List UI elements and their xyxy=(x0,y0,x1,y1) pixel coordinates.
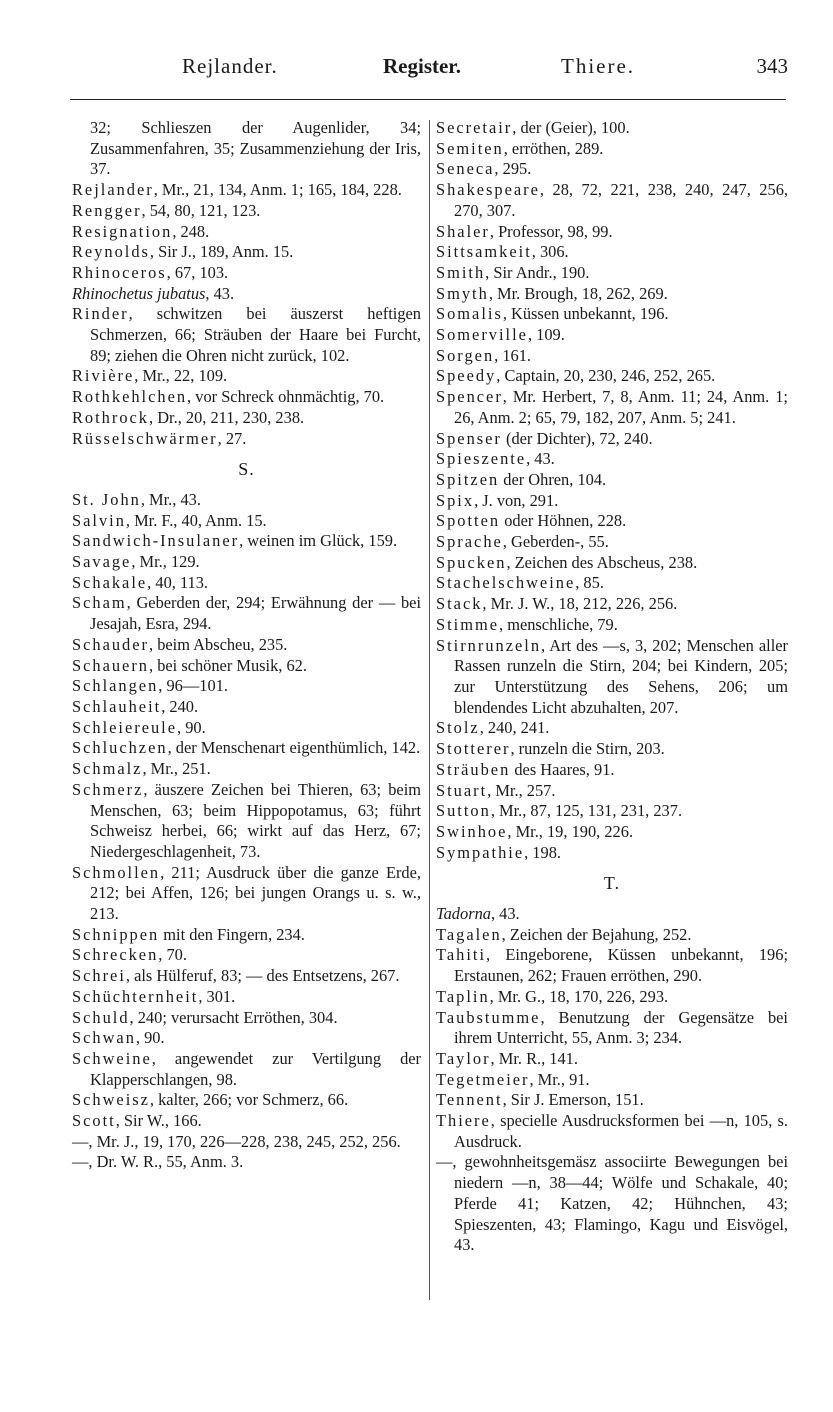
index-entry-text: , Mr. Herbert, 7, 8, Anm. 11; 24, Anm. 1; 26, Anm. 2; 65, 79, 182, 207, Anm. 5; 241. xyxy=(454,387,788,427)
index-entry-head: Schweisz xyxy=(72,1090,150,1110)
index-entry-head: Schauder xyxy=(72,634,149,654)
index-entry xyxy=(436,1008,788,1049)
index-entry-head: Schlangen xyxy=(72,676,159,696)
index-entry xyxy=(72,429,421,450)
index-entry-text: , 211; Ausdruck über die ganze Erde, 212; bei Affen, 126; bei jungen Orangs u. s. w., 213. xyxy=(90,862,421,924)
index-entry-text: , erröthen, 289. xyxy=(503,138,604,158)
index-entry-text: , 54, 80, 121, 123. xyxy=(141,200,261,220)
index-entry xyxy=(72,863,421,925)
index-entry xyxy=(436,532,788,553)
index-entry-head: Taylor xyxy=(436,1048,491,1068)
index-entry-text: , Küssen unbekannt, 196. xyxy=(502,304,669,324)
index-entry-head: Schwan xyxy=(72,1028,136,1048)
index-entry-head: Schlauheit xyxy=(72,696,162,716)
index-entry-head: Somalis xyxy=(436,304,503,324)
index-entry-head: Sorgen xyxy=(436,345,495,365)
index-entry-text: , 40, 113. xyxy=(147,572,209,592)
index-entry xyxy=(72,366,421,387)
index-entry-text: , 43. xyxy=(205,283,235,303)
index-entry-head: Schmalz xyxy=(72,759,143,779)
index-entry-text: —, Dr. W. R., 55, Anm. 3. xyxy=(72,1152,244,1172)
index-entry xyxy=(436,1111,788,1152)
index-entry-text: , Geberden-, 55. xyxy=(502,532,609,552)
index-entry xyxy=(72,573,421,594)
index-entry-text: , 85. xyxy=(575,573,604,593)
index-entry-head: Rothkehlchen xyxy=(72,387,188,407)
index-entry-head: Spieszente xyxy=(436,449,527,469)
index-entry-head: Spitzen xyxy=(436,469,500,489)
index-entry-text: , als Hülferuf, 83; — des Entsetzens, 267. xyxy=(125,966,400,986)
index-entry-text: , schwitzen bei äuszerst heftigen Schmerzen, 66; Sträuben der Haare bei Furcht, 89; ziehen die Ohren nicht zurück, 102. xyxy=(90,304,421,365)
index-entry xyxy=(436,739,788,760)
index-entry-text: , Captain, 20, 230, 246, 252, 265. xyxy=(496,366,716,386)
index-letter-heading: S. xyxy=(238,459,255,480)
index-entry xyxy=(436,615,788,636)
index-entry-head: Schauern xyxy=(72,655,149,675)
index-entry-text: der Ohren, 104. xyxy=(499,469,607,489)
index-entry-head: Reynolds xyxy=(72,242,150,262)
index-entry-head: Speedy xyxy=(436,366,497,386)
index-entry-text: , Zeichen der Bejahung, 252. xyxy=(501,924,692,944)
index-entry xyxy=(436,1090,788,1111)
index-entry xyxy=(72,738,421,759)
column-divider xyxy=(429,120,430,1300)
index-entry-text: , Eingeborene, Küssen unbekannt, 196; Erstaunen, 262; Frauen erröthen, 290. xyxy=(454,945,788,986)
index-entry-text: , Mr., 21, 134, Anm. 1; 165, 184, 228. xyxy=(153,180,402,200)
index-entry-text: , Sir J. Emerson, 151. xyxy=(502,1090,644,1110)
index-entry-head: Rengger xyxy=(72,200,142,220)
index-entry-head: Schrecken xyxy=(72,945,159,965)
index-entry xyxy=(436,553,788,574)
index-entry-text: , Mr., 257. xyxy=(487,780,556,800)
index-entry-text: , Mr. Brough, 18, 262, 269. xyxy=(488,283,668,303)
index-entry xyxy=(436,1152,788,1256)
index-entry-head: Rinder xyxy=(72,304,129,324)
index-entry-head: Sandwich-Insulaner xyxy=(72,531,240,551)
header-rule xyxy=(70,99,786,100)
index-entry xyxy=(436,325,788,346)
index-entry xyxy=(436,987,788,1008)
index-entry xyxy=(436,387,788,428)
index-entry xyxy=(72,759,421,780)
index-entry-text: , kalter, 266; vor Schmerz, 66. xyxy=(149,1090,349,1110)
index-entry-text: , menschliche, 79. xyxy=(499,614,618,634)
index-entry-text: , äuszere Zeichen bei Thieren, 63; beim Menschen, 63; beim Hippopotamus, 63; führt Schweisz herbei, 66; wirkt auf das Herz, 67; Niedergeschlagenheit, 73. xyxy=(90,779,421,861)
index-entry-head: Salvin xyxy=(72,510,126,530)
index-entry-head: Shakespeare xyxy=(436,180,540,200)
index-entry-text: , 306. xyxy=(531,242,569,262)
index-entry-head: Seneca xyxy=(436,159,495,179)
index-entry-text: , bei schöner Musik, 62. xyxy=(149,655,307,675)
index-entry-text: , Mr., 43. xyxy=(140,489,201,509)
index-entry xyxy=(72,697,421,718)
index-entry-head: Tegetmeier xyxy=(436,1069,530,1089)
index-entry xyxy=(436,139,788,160)
index-entry xyxy=(436,904,788,925)
index-entry-text: , 67, 103. xyxy=(166,262,229,282)
index-entry-text: , 90. xyxy=(177,717,206,737)
index-entry-head: Secretair xyxy=(436,118,513,137)
index-entry-text: oder Höhnen, 228. xyxy=(500,511,627,531)
index-entry xyxy=(72,284,421,305)
index-entry xyxy=(72,593,421,634)
index-entry-head: Schleiereule xyxy=(72,717,178,737)
index-entry-head: Swinhoe xyxy=(436,821,508,841)
index-entry-text: (der Dichter), 72, 240. xyxy=(501,428,653,448)
index-entry-text: , Mr., 91. xyxy=(529,1069,590,1089)
index-entry-head: Somerville xyxy=(436,325,528,345)
index-entry-text: 32; Schlieszen der Augenlider, 34; Zusammenfahren, 35; Zusammenziehung der Iris, 37. xyxy=(90,118,421,179)
index-entry xyxy=(436,573,788,594)
index-entry-text: , beim Abscheu, 235. xyxy=(149,634,288,654)
index-entry xyxy=(436,346,788,367)
index-entry-text: , Dr., 20, 211, 230, 238. xyxy=(149,407,305,427)
index-entry-text: , Sir J., 189, Anm. 15. xyxy=(149,242,294,262)
index-entry-text: mit den Fingern, 234. xyxy=(159,924,305,944)
index-entry xyxy=(436,222,788,243)
index-entry xyxy=(72,222,421,243)
index-entry xyxy=(72,387,421,408)
index-entry-head: Tennent xyxy=(436,1090,503,1110)
index-entry xyxy=(72,718,421,739)
index-entry-head: Stuart xyxy=(436,780,488,800)
index-entry xyxy=(72,180,421,201)
index-entry xyxy=(436,843,788,864)
index-entry-head: Sprache xyxy=(436,532,503,552)
index-entry xyxy=(436,781,788,802)
index-entry-text: , 70. xyxy=(158,945,187,965)
index-entry-head: Schuld xyxy=(72,1007,130,1027)
index-entry-head: Rejlander xyxy=(72,180,154,200)
index-entry xyxy=(72,1111,421,1132)
index-letter-heading: T. xyxy=(603,873,621,894)
index-entry-head: Stimme xyxy=(436,614,499,634)
index-entry xyxy=(436,1070,788,1091)
index-entry-text: , 240, 241. xyxy=(479,718,550,738)
index-entry xyxy=(436,636,788,719)
index-entry-head: Taubstumme xyxy=(436,1007,541,1027)
index-entry-text: , der (Geier), 100. xyxy=(512,118,630,137)
index-entry-text: , 90. xyxy=(135,1028,165,1048)
index-entry xyxy=(436,491,788,512)
index-entry xyxy=(436,263,788,284)
index-entry-head: Savage xyxy=(72,552,132,572)
index-entry-head: Tadorna xyxy=(436,904,491,924)
index-entry xyxy=(436,180,788,221)
index-entry xyxy=(72,304,421,366)
index-entry-head: Scott xyxy=(72,1111,116,1131)
index-entry-head: Spix xyxy=(436,490,475,510)
index-entry xyxy=(72,945,421,966)
index-entry-text: , Mr., 19, 190, 226. xyxy=(507,821,634,841)
index-entry-head: Stachelschweine xyxy=(436,573,576,593)
index-entry-text: , Mr., 129. xyxy=(131,552,200,572)
index-entry-head: Rothrock xyxy=(72,407,150,427)
index-entry-head: Tahiti xyxy=(436,945,486,965)
index-entry-head: Shaler xyxy=(436,221,490,241)
header-right-keyword: Thiere. xyxy=(561,54,636,78)
index-entry-head: Stotterer xyxy=(436,739,511,759)
index-entry-text: , 198. xyxy=(524,842,561,862)
index-entry-text: , 96—101. xyxy=(158,676,228,696)
index-entry-head: Sutton xyxy=(436,801,491,821)
index-entry-text: , 28, 72, 221, 238, 240, 247, 256, 270, 307. xyxy=(454,180,788,220)
index-entry-text: , specielle Ausdrucksformen bei —n, 105, s. Ausdruck. xyxy=(454,1111,788,1151)
index-entry-head: Taplin xyxy=(436,986,490,1006)
index-entry-head: Smyth xyxy=(436,283,489,303)
index-entry-text: , 161. xyxy=(494,345,532,365)
index-entry xyxy=(436,242,788,263)
index-entry xyxy=(436,760,788,781)
index-entry-text: , 43. xyxy=(526,449,555,469)
index-entry xyxy=(436,945,788,986)
index-entry-text: , Art des —s, 3, 202; Menschen aller Rassen runzeln die Stirn, 204; bei Kindern, 205; zur Unterstützung des Sehens, 206; um blendendes Licht abzuhalten, 207. xyxy=(454,635,788,717)
index-entry xyxy=(72,552,421,573)
index-entry xyxy=(72,1152,421,1173)
index-entry xyxy=(72,531,421,552)
index-entry-head: Thiere xyxy=(436,1111,491,1131)
index-entry xyxy=(72,780,421,863)
index-entry-text: , Mr. G., 18, 170, 226, 293. xyxy=(489,986,669,1006)
index-entry-head: Spucken xyxy=(436,552,507,572)
index-column-left xyxy=(72,118,421,1173)
index-entry-head: Rüsselschwärmer xyxy=(72,428,218,448)
index-entry-text: , vor Schreck ohnmächtig, 70. xyxy=(187,387,385,407)
index-entry-text: , Sir Andr., 190. xyxy=(485,262,590,282)
index-entry xyxy=(72,1049,421,1090)
index-entry-head: Schnippen xyxy=(72,924,160,944)
index-entry xyxy=(436,470,788,491)
index-entry-head: Resignation xyxy=(72,221,173,241)
index-entry xyxy=(72,1008,421,1029)
index-entry xyxy=(436,511,788,532)
index-entry xyxy=(436,118,788,139)
index-entry xyxy=(72,1132,421,1153)
index-entry xyxy=(72,1090,421,1111)
index-entry-head: Schakale xyxy=(72,572,148,592)
index-entry-head: Scham xyxy=(72,593,127,613)
index-entry xyxy=(72,511,421,532)
index-entry xyxy=(72,118,421,180)
index-entry xyxy=(72,408,421,429)
index-entry-text: —, gewohnheitsgemäsz associirte Bewegungen bei niedern —n, 38—44; Wölfe und Schakale, 40; Pferde 41; Katzen, 42; Hühnchen, 43; Spieszenten, 43; Flamingo, Kagu und Eisvögel, 43. xyxy=(436,1152,788,1255)
index-entry-text: , 248. xyxy=(172,221,210,241)
index-entry-text: , 301. xyxy=(198,986,236,1006)
index-entry xyxy=(436,718,788,739)
index-entry-text: , 295. xyxy=(494,159,532,179)
index-entry-head: Schluchzen xyxy=(72,738,168,758)
index-column-right xyxy=(436,118,788,1256)
index-entry xyxy=(436,449,788,470)
index-entry-text: , Professor, 98, 99. xyxy=(489,221,613,241)
index-entry-head: Semiten xyxy=(436,138,504,158)
index-entry-head: Tagalen xyxy=(436,924,502,944)
index-entry xyxy=(72,263,421,284)
index-entry-head: Stolz xyxy=(436,718,480,738)
header-section-title: Register. xyxy=(383,54,461,78)
index-entry-text: , 109. xyxy=(527,325,565,345)
index-entry-text: , angewendet zur Vertilgung der Klapperschlangen, 98. xyxy=(90,1048,421,1089)
index-entry xyxy=(436,159,788,180)
index-entry-head: St. John xyxy=(72,489,141,509)
index-entry-head: Rivière xyxy=(72,366,135,386)
header-left-keyword: Rejlander. xyxy=(182,54,278,78)
index-entry-head: Rhinoceros xyxy=(72,262,167,282)
index-entry-text: , Zeichen des Abscheus, 238. xyxy=(506,552,698,572)
index-entry-text: des Haares, 91. xyxy=(510,759,615,779)
index-entry-text: , Mr., 251. xyxy=(142,759,211,779)
index-entry-head: Spencer xyxy=(436,387,503,407)
index-entry-head: Schweine xyxy=(72,1048,152,1068)
index-entry-head: Spotten xyxy=(436,511,501,531)
running-header xyxy=(70,54,788,84)
index-entry-text: , Mr. J. W., 18, 212, 226, 256. xyxy=(482,594,678,614)
index-entry xyxy=(72,656,421,677)
index-entry-head: Stirnrunzeln xyxy=(436,635,542,655)
page-number: 343 xyxy=(756,54,788,78)
index-entry-text: , 43. xyxy=(490,904,520,924)
index-entry-text: , Benutzung der Gegensätze bei ihrem Unterricht, 55, Anm. 3; 234. xyxy=(454,1007,788,1048)
index-entry-head: Smith xyxy=(436,262,486,282)
index-entry-head: Stack xyxy=(436,594,483,614)
index-entry-text: , Mr., 22, 109. xyxy=(134,366,228,386)
index-entry-text: , Sir W., 166. xyxy=(115,1111,202,1131)
index-entry-text: , Geberden der, 294; Erwähnung der — bei Jesajah, Esra, 294. xyxy=(90,593,421,634)
index-entry-head: Sympathie xyxy=(436,842,525,862)
index-entry-head: Schmerz xyxy=(72,779,144,799)
index-entry-text: , runzeln die Stirn, 203. xyxy=(510,739,665,759)
index-entry-text: , der Menschenart eigenthümlich, 142. xyxy=(167,738,421,758)
index-entry-head: Schrei xyxy=(72,966,126,986)
index-entry xyxy=(436,429,788,450)
index-entry-text: , 240. xyxy=(161,696,199,716)
index-entry xyxy=(72,966,421,987)
index-entry xyxy=(436,366,788,387)
index-entry xyxy=(436,822,788,843)
index-entry xyxy=(72,925,421,946)
index-entry-text: , J. von, 291. xyxy=(474,490,559,510)
index-entry xyxy=(72,676,421,697)
index-entry xyxy=(436,594,788,615)
index-entry xyxy=(436,304,788,325)
index-entry-text: , Mr. R., 141. xyxy=(490,1048,578,1068)
index-entry xyxy=(436,925,788,946)
index-entry-text: , weinen im Glück, 159. xyxy=(239,531,398,551)
index-entry-text: , Mr. F., 40, Anm. 15. xyxy=(125,510,267,530)
index-entry-head: Schüchternheit xyxy=(72,986,199,1006)
index-entry-head: Sittsamkeit xyxy=(436,242,532,262)
index-entry xyxy=(72,201,421,222)
index-entry-text: —, Mr. J., 19, 170, 226—228, 238, 245, 252, 256. xyxy=(72,1131,401,1151)
index-entry xyxy=(436,1049,788,1070)
index-entry-text: , 27. xyxy=(217,428,247,448)
index-entry xyxy=(436,284,788,305)
index-entry-head: Schmollen xyxy=(72,862,161,882)
index-entry-head: Spenser xyxy=(436,428,502,448)
index-entry-head: Rhinochetus jubatus xyxy=(72,283,206,303)
index-entry xyxy=(436,801,788,822)
index-entry-text: , Mr., 87, 125, 131, 231, 237. xyxy=(490,801,683,821)
index-entry-head: Sträuben xyxy=(436,759,511,779)
index-entry xyxy=(72,242,421,263)
index-entry xyxy=(72,635,421,656)
index-entry xyxy=(72,1028,421,1049)
index-entry-text: , 240; verursacht Erröthen, 304. xyxy=(129,1007,338,1027)
index-entry xyxy=(72,490,421,511)
index-entry xyxy=(72,987,421,1008)
